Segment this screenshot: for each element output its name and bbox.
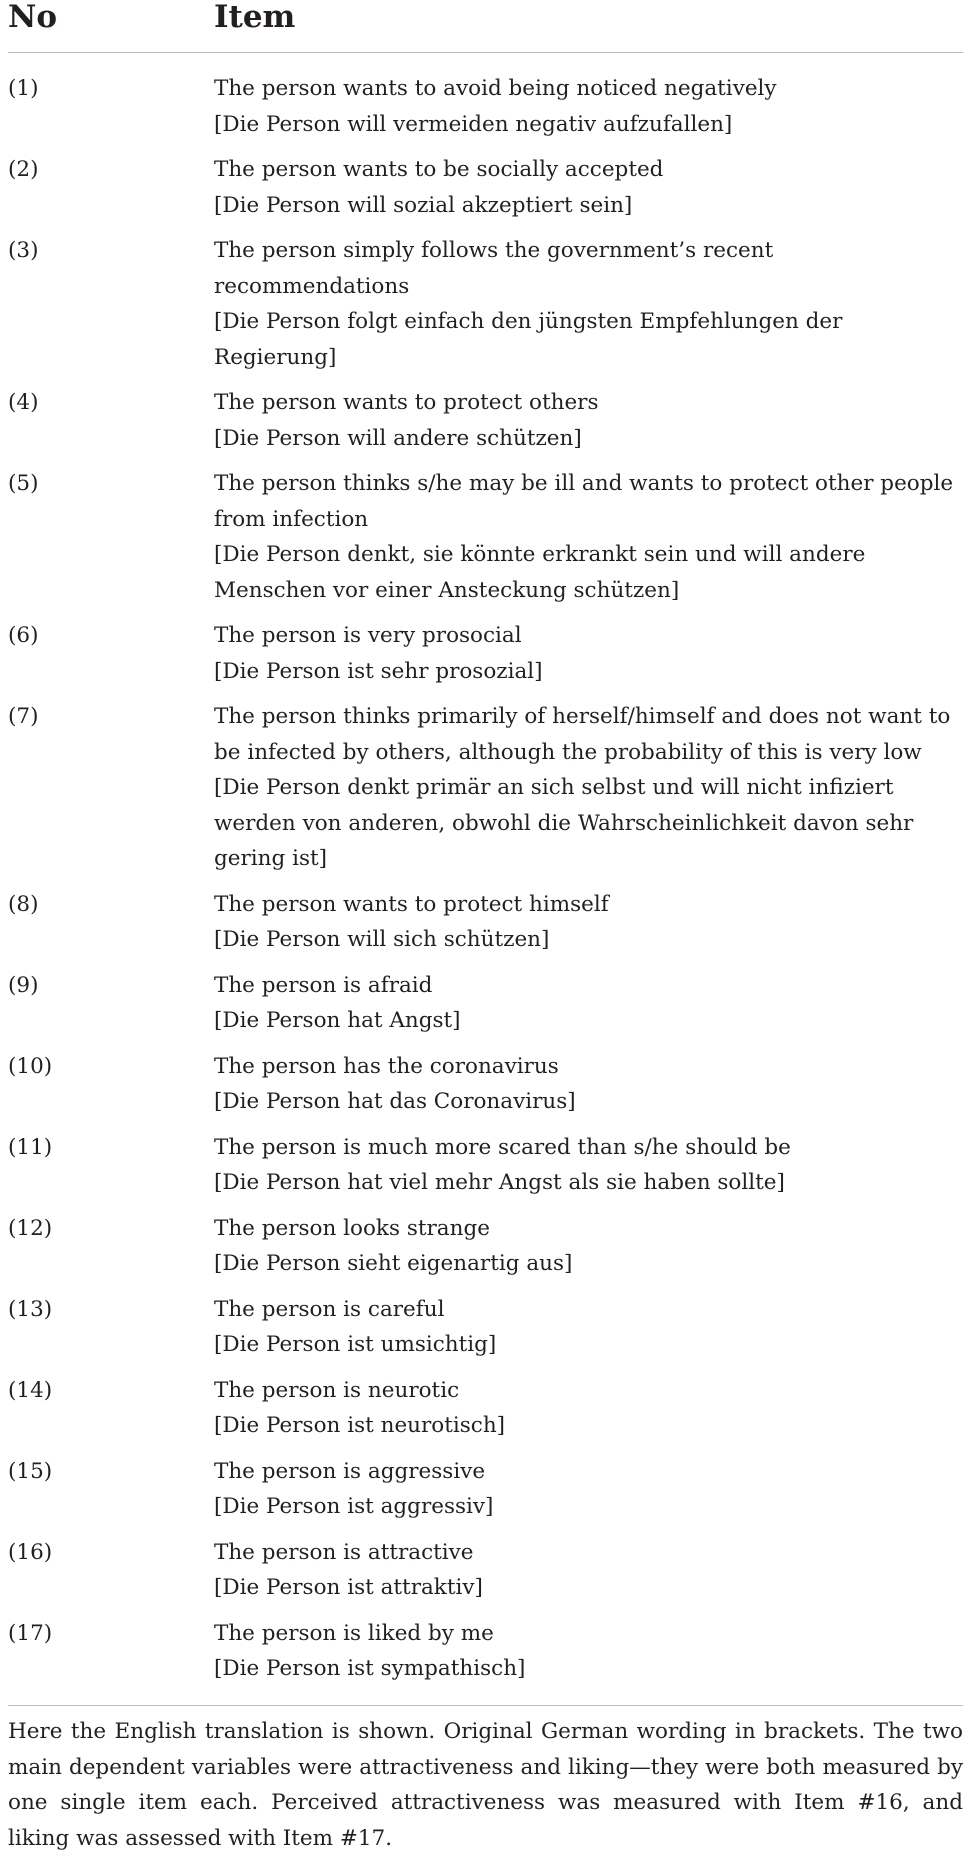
item-english: The person thinks s/he may be ill and wants to protect other people from infection xyxy=(214,471,954,532)
item-german: [Die Person ist sympathisch] xyxy=(214,1656,526,1681)
row-item xyxy=(214,1535,963,1606)
item-german: [Die Person ist neurotisch] xyxy=(214,1413,506,1438)
table-row xyxy=(8,1130,963,1201)
table-row xyxy=(8,1292,963,1363)
table-row xyxy=(8,385,963,456)
table-row xyxy=(8,887,963,958)
row-item xyxy=(214,1616,963,1687)
row-number: (8) xyxy=(8,891,39,917)
item-english: The person wants to protect himself xyxy=(214,891,609,917)
table-row xyxy=(8,618,963,689)
item-english: The person wants to avoid being noticed negatively xyxy=(214,76,777,101)
row-number: (13) xyxy=(8,1296,53,1322)
row-number: (10) xyxy=(8,1053,53,1079)
row-item xyxy=(214,699,963,877)
row-number: (2) xyxy=(8,157,39,182)
table-row xyxy=(8,1535,963,1606)
row-item xyxy=(214,233,963,375)
table-body xyxy=(8,71,963,1687)
row-item xyxy=(214,1373,963,1444)
item-german: [Die Person hat das Coronavirus] xyxy=(214,1089,576,1114)
table-row xyxy=(8,1211,963,1282)
item-english: The person is aggressive xyxy=(214,1458,486,1484)
item-english: The person thinks primarily of herself/himself and does not want to be infected by others, although the probability of this is very low xyxy=(214,704,951,765)
table-row xyxy=(8,1454,963,1525)
table-row xyxy=(8,466,963,608)
table-row xyxy=(8,1049,963,1120)
row-item xyxy=(214,1454,963,1525)
row-number: (12) xyxy=(8,1215,53,1241)
item-english: The person is much more scared than s/he should be xyxy=(214,1134,791,1160)
table-row xyxy=(8,699,963,877)
row-item xyxy=(214,466,963,608)
row-number: (1) xyxy=(8,76,39,101)
header-item: Item xyxy=(214,0,296,35)
item-german: [Die Person hat viel mehr Angst als sie haben sollte] xyxy=(214,1170,785,1195)
item-german: [Die Person denkt primär an sich selbst und will nicht infiziert werden von anderen, obwohl die Wahrscheinlichkeit davon sehr gering ist] xyxy=(214,775,914,871)
item-english: The person wants to protect others xyxy=(214,390,599,415)
row-number: (6) xyxy=(8,623,39,648)
row-number: (17) xyxy=(8,1620,53,1646)
row-item xyxy=(214,1211,963,1282)
table-row xyxy=(8,1616,963,1687)
row-item xyxy=(214,1130,963,1201)
table-footnote: Here the English translation is shown. Original German wording in brackets. The two main dependent variables were attractiveness and liking—they were both measured by one single item each. Perceived attractiveness was measured with Item #16, and liking was assessed with Item #17. xyxy=(8,1719,963,1851)
item-german: [Die Person will vermeiden negativ aufzufallen] xyxy=(214,111,733,137)
item-english: The person is attractive xyxy=(214,1539,474,1565)
table-header xyxy=(8,0,963,53)
row-item xyxy=(214,1292,963,1363)
item-german: [Die Person ist sehr prosozial] xyxy=(214,658,543,684)
item-english: The person is careful xyxy=(214,1296,445,1322)
item-german: [Die Person will andere schützen] xyxy=(214,425,582,451)
item-german: [Die Person ist attraktiv] xyxy=(214,1575,483,1600)
row-item xyxy=(214,385,963,456)
item-german: [Die Person folgt einfach den jüngsten Empfehlungen der Regierung] xyxy=(214,309,843,370)
table-footer-rule xyxy=(8,1705,963,1706)
row-number: (7) xyxy=(8,704,39,729)
item-english: The person simply follows the government’s recent recommendations xyxy=(214,238,774,299)
item-english: The person looks strange xyxy=(214,1215,490,1241)
row-item xyxy=(214,968,963,1039)
item-english: The person is neurotic xyxy=(214,1377,460,1403)
row-number: (4) xyxy=(8,390,39,415)
item-german: [Die Person denkt, sie könnte erkrankt sein und will andere Menschen vor einer Ansteckung schützen] xyxy=(214,542,866,603)
item-english: The person has the coronavirus xyxy=(214,1053,559,1079)
item-german: [Die Person sieht eigenartig aus] xyxy=(214,1251,573,1276)
table-row xyxy=(8,968,963,1039)
row-item xyxy=(214,887,963,958)
row-number: (16) xyxy=(8,1539,53,1565)
table-row xyxy=(8,71,963,142)
item-english: The person is liked by me xyxy=(214,1620,494,1646)
row-number: (15) xyxy=(8,1458,53,1484)
row-item xyxy=(214,152,963,223)
row-number: (11) xyxy=(8,1134,53,1160)
row-item xyxy=(214,618,963,689)
row-number: (3) xyxy=(8,238,39,263)
item-german: [Die Person will sozial akzeptiert sein] xyxy=(214,192,633,218)
table-row xyxy=(8,233,963,375)
item-german: [Die Person ist aggressiv] xyxy=(214,1494,494,1519)
item-english: The person wants to be socially accepted xyxy=(214,157,664,182)
row-item xyxy=(214,71,963,142)
items-table xyxy=(8,0,963,1697)
header-no: No xyxy=(8,0,58,35)
row-number: (9) xyxy=(8,972,39,998)
row-number: (5) xyxy=(8,471,39,496)
item-german: [Die Person hat Angst] xyxy=(214,1008,461,1033)
item-german: [Die Person will sich schützen] xyxy=(214,927,550,952)
row-number: (14) xyxy=(8,1377,53,1403)
row-item xyxy=(214,1049,963,1120)
item-english: The person is afraid xyxy=(214,972,433,998)
table-row xyxy=(8,1373,963,1444)
item-english: The person is very prosocial xyxy=(214,623,522,648)
table-row xyxy=(8,152,963,223)
item-german: [Die Person ist umsichtig] xyxy=(214,1332,497,1357)
